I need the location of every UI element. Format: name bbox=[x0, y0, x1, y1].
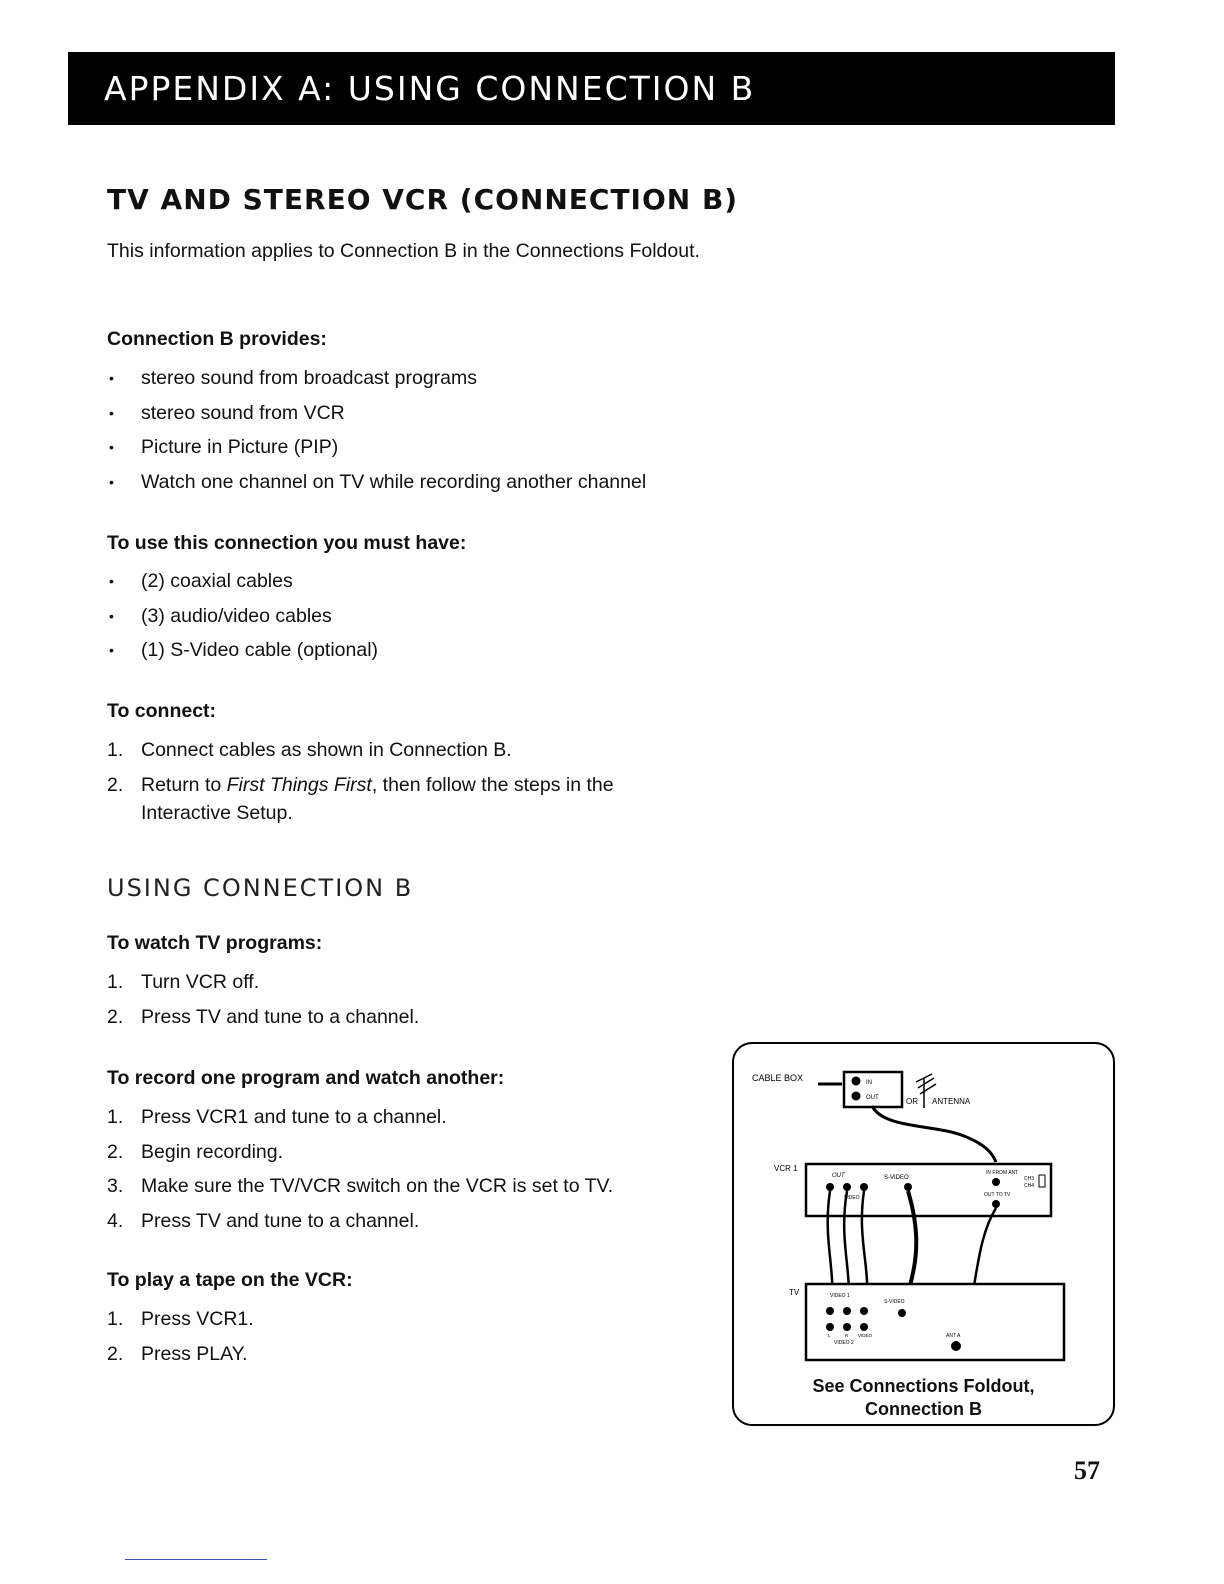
provides-title: Connection B provides: bbox=[107, 328, 327, 350]
tv-l-label: L bbox=[828, 1333, 831, 1338]
list-item bbox=[107, 1003, 727, 1031]
connect-steps bbox=[107, 736, 687, 833]
vcr-ant-in-jack bbox=[992, 1178, 1000, 1186]
vcr-audio-l-jack bbox=[826, 1183, 834, 1191]
vcr-ant-out-jack bbox=[992, 1200, 1000, 1208]
list-item bbox=[107, 968, 727, 996]
ch4-label: CH4 bbox=[1024, 1183, 1035, 1189]
step-number: 2. bbox=[107, 1342, 124, 1365]
step-text: Press TV and tune to a channel. bbox=[141, 1005, 420, 1028]
record-title: To record one program and watch another: bbox=[107, 1067, 505, 1089]
record-steps bbox=[107, 1103, 727, 1241]
list-item bbox=[107, 1172, 727, 1200]
video2-label: VIDEO 2 bbox=[834, 1340, 854, 1346]
list-item bbox=[107, 736, 687, 764]
play-title: To play a tape on the VCR: bbox=[107, 1269, 353, 1291]
watch-tv-title: To watch TV programs: bbox=[107, 932, 323, 954]
step-text-pre: Return to bbox=[141, 773, 227, 796]
tv-svideo-jack bbox=[898, 1309, 906, 1317]
step-text: Begin recording. bbox=[141, 1140, 284, 1163]
cable-box-label: CABLE BOX bbox=[752, 1073, 804, 1083]
vcr-svideo-jack bbox=[904, 1183, 912, 1191]
list-item bbox=[107, 1103, 727, 1131]
diagram-caption-line2: Connection B bbox=[865, 1399, 982, 1419]
vcr-out-label: OUT bbox=[832, 1173, 845, 1179]
list-item: • stereo sound from VCR bbox=[107, 399, 727, 427]
vcr-out-to-tv-label: OUT TO TV bbox=[984, 1192, 1011, 1198]
tv-label: TV bbox=[789, 1288, 800, 1297]
antenna-label: ANTENNA bbox=[932, 1097, 971, 1106]
cable-box-in-jack bbox=[852, 1077, 861, 1086]
list-item bbox=[107, 1340, 727, 1368]
provides-list bbox=[107, 364, 727, 502]
banner-title: APPENDIX A: USING CONNECTION B bbox=[104, 69, 756, 108]
vcr-svideo-label: S-VIDEO bbox=[884, 1175, 909, 1181]
antenna-coax-cable bbox=[872, 1106, 996, 1162]
vcr1-label: VCR 1 bbox=[774, 1164, 798, 1173]
step-number: 2. bbox=[107, 1140, 124, 1163]
tv-r-label: R bbox=[845, 1333, 849, 1338]
section-title: USING CONNECTION B bbox=[107, 874, 414, 902]
tv-video2-r-jack bbox=[843, 1323, 851, 1331]
tv-video1-r-jack bbox=[843, 1307, 851, 1315]
video1-label: VIDEO 1 bbox=[830, 1293, 850, 1299]
cable-box-in-label: IN bbox=[866, 1080, 872, 1086]
step-text: Connect cables as shown in Connection B. bbox=[141, 739, 512, 761]
vcr-in-from-ant-label: IN FROM ANT bbox=[986, 1170, 1019, 1176]
tv-svideo-label: S-VIDEO bbox=[884, 1299, 905, 1305]
intro-paragraph: This information applies to Connection B in the Connections Foldout. bbox=[107, 240, 700, 262]
cable-box-unit bbox=[844, 1072, 902, 1107]
step-number: 2. bbox=[107, 773, 124, 796]
requirements-title: To use this connection you must have: bbox=[107, 532, 467, 554]
tv-video2-l-jack bbox=[826, 1323, 834, 1331]
vcr-video-jack bbox=[860, 1183, 868, 1191]
step-number: 4. bbox=[107, 1209, 124, 1232]
list-item: • (1) S-Video cable (optional) bbox=[107, 636, 727, 664]
play-steps bbox=[107, 1305, 727, 1374]
tv-video-label: VIDEO bbox=[858, 1333, 873, 1338]
or-label: OR bbox=[906, 1097, 918, 1106]
page-number: 57 bbox=[1074, 1456, 1100, 1485]
cable-box-out-label: OUT bbox=[866, 1095, 879, 1101]
diagram-caption-line1: See Connections Foldout, bbox=[812, 1376, 1035, 1396]
cable-box-out-jack bbox=[852, 1092, 861, 1101]
page-heading: TV AND STEREO VCR (CONNECTION B) bbox=[107, 183, 739, 216]
list-item: • (2) coaxial cables bbox=[107, 567, 727, 595]
step-text: Press TV and tune to a channel. bbox=[141, 1209, 420, 1232]
step-number: 3. bbox=[107, 1175, 124, 1197]
list-item bbox=[107, 1138, 727, 1166]
list-item: • Watch one channel on TV while recording another channel bbox=[107, 468, 727, 496]
step-text-post: , then follow the steps in the Interactive Setup. bbox=[141, 773, 614, 824]
list-item: • stereo sound from broadcast programs bbox=[107, 364, 727, 392]
tv-ant-jack bbox=[951, 1341, 961, 1351]
list-item bbox=[107, 771, 687, 827]
step-number: 1. bbox=[107, 971, 124, 993]
vcr-video-label: VIDEO bbox=[844, 1195, 860, 1201]
list-item bbox=[107, 1305, 727, 1333]
tv-video1-video-jack bbox=[860, 1307, 868, 1315]
vcr-audio-r-jack bbox=[843, 1183, 851, 1191]
tv-video1-l-jack bbox=[826, 1307, 834, 1315]
requirements-list bbox=[107, 567, 727, 671]
tv-video2-video-jack bbox=[860, 1323, 868, 1331]
footer-rule bbox=[125, 1559, 267, 1560]
list-item: • (3) audio/video cables bbox=[107, 602, 727, 630]
step-text: Press PLAY. bbox=[141, 1342, 248, 1365]
connection-diagram bbox=[732, 1042, 1115, 1426]
step-text: Press VCR1 and tune to a channel. bbox=[141, 1106, 447, 1128]
appendix-banner bbox=[68, 52, 1115, 125]
wiring-diagram bbox=[734, 1044, 1113, 1379]
list-item bbox=[107, 1207, 727, 1235]
step-number: 1. bbox=[107, 1308, 124, 1330]
step-number: 2. bbox=[107, 1005, 124, 1028]
step-text: Make sure the TV/VCR switch on the VCR is set to TV. bbox=[141, 1175, 614, 1197]
connect-title: To connect: bbox=[107, 700, 217, 722]
step-text-emphasis: First Things First bbox=[226, 773, 372, 796]
step-text: Press VCR1. bbox=[141, 1308, 254, 1330]
step-number: 1. bbox=[107, 1106, 124, 1128]
step-number: 1. bbox=[107, 739, 124, 761]
step-text: Turn VCR off. bbox=[141, 971, 260, 993]
ch3-label: CH3 bbox=[1024, 1176, 1035, 1182]
ant-a-label: ANT A bbox=[946, 1333, 961, 1339]
watch-tv-steps bbox=[107, 968, 727, 1037]
list-item: • Picture in Picture (PIP) bbox=[107, 433, 727, 461]
